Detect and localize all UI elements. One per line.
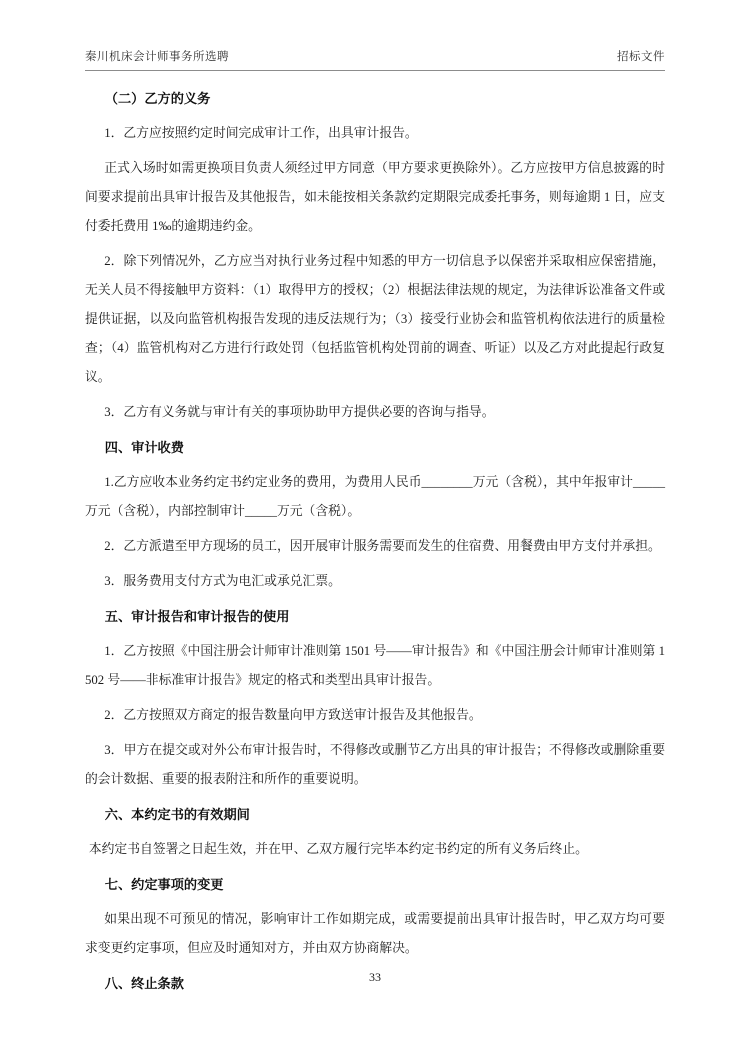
section-heading: 八、终止条款 — [104, 976, 184, 991]
paragraph: 2．除下列情况外，乙方应当对执行业务过程中知悉的甲方一切信息予以保密并采取相应保密措施，无关人员不得接触甲方资料：（1）取得甲方的授权；（2）根据法律法规的规定，为法律诉讼准备文件或提供证据，以及向监管机构报告发现的违反法规行为；（3）接受行业协会和监管机构依法进行的质量检查；（4）监管机构对乙方进行行政处罚（包括监管机构处罚前的调查、听证）以及乙方对此提起行政复议。 — [85, 254, 665, 384]
section-heading: 五、审计报告和审计报告的使用 — [104, 609, 290, 624]
paragraph: 3．甲方在提交或对外公布审计报告时，不得修改或删节乙方出具的审计报告；不得修改或删除重要的会计数据、重要的报表附注和所作的重要说明。 — [85, 743, 665, 786]
paragraph: 1.乙方应收本业务约定书约定业务的费用，为费用人民币________万元（含税），其中年报审计_____万元（含税），内部控制审计_____万元（含税）。 — [85, 475, 665, 518]
paragraph: 正式入场时如需更换项目负责人须经过甲方同意（甲方要求更换除外）。乙方应按甲方信息披露的时间要求提前出具审计报告及其他报告，如未能按相关条款约定期限完成委托事务，则每逾期 1 日，应支付委托费用 1‰的逾期违约金。 — [85, 161, 665, 233]
section-heading: 四、审计收费 — [104, 440, 184, 455]
header-rule — [85, 70, 665, 71]
paragraph: 3．乙方有义务就与审计有关的事项协助甲方提供必要的咨询与指导。 — [104, 405, 495, 419]
page-header — [85, 48, 665, 64]
paragraph: 3．服务费用支付方式为电汇或承兑汇票。 — [104, 574, 341, 588]
section-heading: 七、约定事项的变更 — [104, 877, 224, 892]
paragraph: 1．乙方应按照约定时间完成审计工作，出具审计报告。 — [104, 126, 418, 140]
section-heading: （二）乙方的义务 — [104, 91, 211, 106]
page-number: 33 — [369, 970, 381, 984]
section-heading: 六、本约定书的有效期间 — [104, 807, 250, 822]
paragraph: 2．乙方派遣至甲方现场的员工，因开展审计服务需要而发生的住宿费、用餐费由甲方支付并承担。 — [104, 539, 661, 553]
paragraph: 如果出现不可预见的情况，影响审计工作如期完成，或需要提前出具审计报告时，甲乙双方均可要求变更约定事项，但应及时通知对方，并由双方协商解决。 — [85, 912, 665, 955]
header-right-title: 招标文件 — [617, 51, 665, 63]
paragraph: 1．乙方按照《中国注册会计师审计准则第 1501 号——审计报告》和《中国注册会计师审计准则第 1502 号——非标准审计报告》规定的格式和类型出具审计报告。 — [85, 644, 665, 687]
document-body — [85, 84, 665, 998]
paragraph: 2．乙方按照双方商定的报告数量向甲方致送审计报告及其他报告。 — [104, 708, 482, 722]
page-footer — [0, 970, 750, 985]
paragraph: 本约定书自签署之日起生效，并在甲、乙双方履行完毕本约定书约定的所有义务后终止。 — [88, 842, 588, 856]
header-left-title: 秦川机床会计师事务所选聘 — [85, 51, 229, 63]
